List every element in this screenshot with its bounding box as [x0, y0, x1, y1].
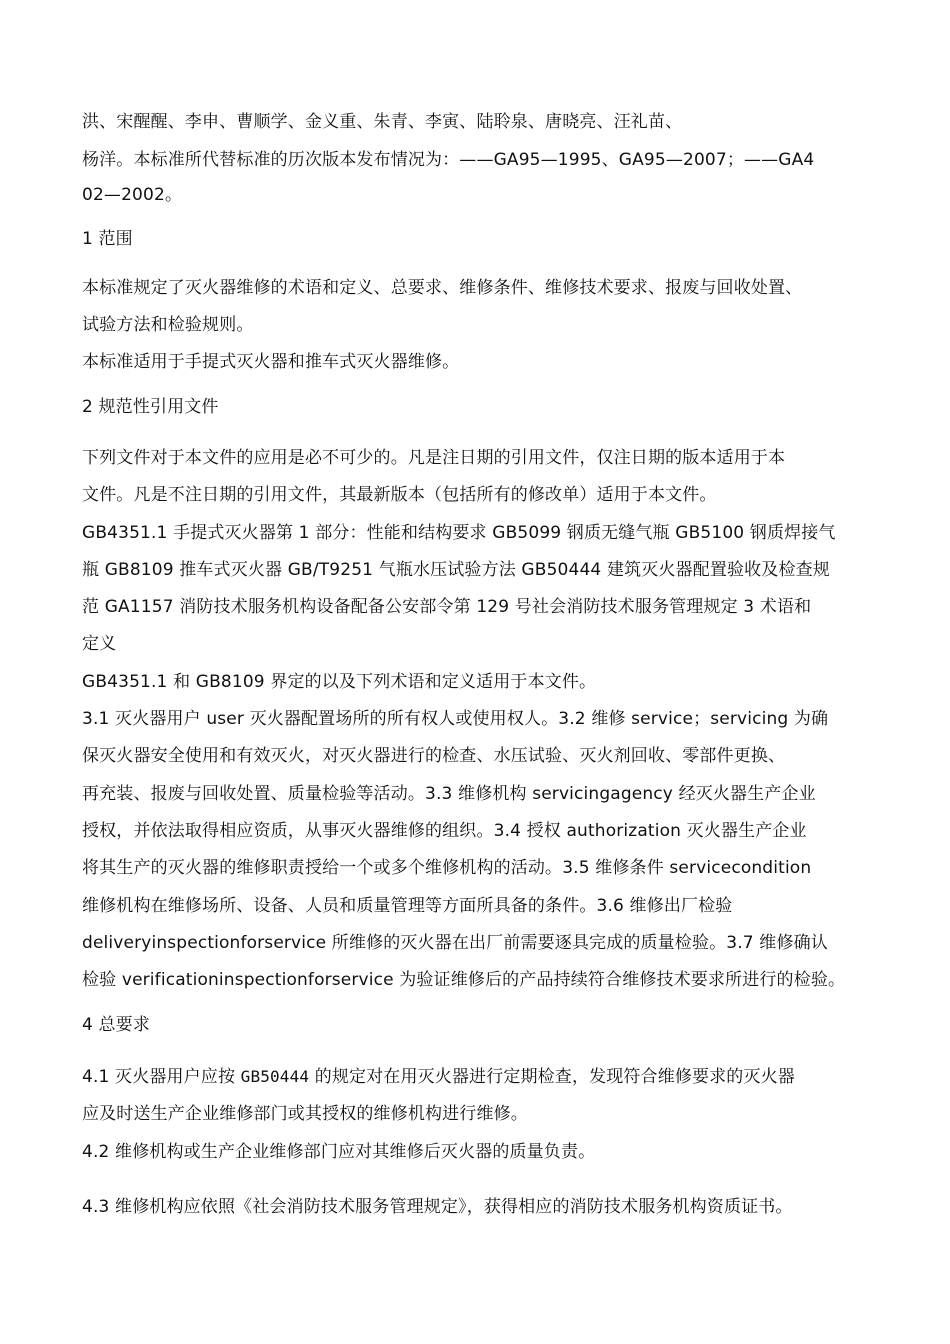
text-line: 再充装、报废与回收处置、质量检验等活动。3.3 维修机构 servicingagency 经灭火器生产企业: [82, 784, 816, 804]
text-line: 下列文件对于本文件的应用是必不可少的。凡是注日期的引用文件，仅注日期的版本适用于本: [82, 448, 786, 468]
clause-suffix: 的规定对在用灭火器进行定期检查，发现符合维修要求的灭火器: [309, 1067, 795, 1087]
standard-code: GB50444: [240, 1067, 310, 1086]
text-line: 维修机构在维修场所、设备、人员和质量管理等方面所具备的条件。3.6 维修出厂检验: [82, 896, 733, 916]
text-line: 3.1 灭火器用户 user 灭火器配置场所的所有权人或使用权人。3.2 维修 service；servicing 为确: [82, 709, 829, 729]
text-line: 瓶 GB8109 推车式灭火器 GB/T9251 气瓶水压试验方法 GB50444 建筑灭火器配置验收及检查规: [82, 560, 830, 580]
text-line: 杨洋。本标准所代替标准的历次版本发布情况为：——GA95—1995、GA95—2007；——GA4: [82, 150, 815, 170]
text-line: 将其生产的灭火器的维修职责授给一个或多个维修机构的活动。3.5 维修条件 servicecondition: [82, 858, 812, 878]
text-line: 应及时送生产企业维修部门或其授权的维修机构进行维修。: [82, 1104, 528, 1124]
text-line: [82, 1066, 795, 1088]
text-line: 02—2002。: [82, 185, 183, 205]
clause-prefix: 4.1 灭火器用户应按: [82, 1067, 241, 1087]
section-heading: 4 总要求: [82, 1015, 150, 1035]
text-line: 本标准规定了灭火器维修的术语和定义、总要求、维修条件、维修技术要求、报废与回收处置、: [82, 278, 803, 298]
text-line: GB4351.1 手提式灭火器第 1 部分：性能和结构要求 GB5099 钢质无缝气瓶 GB5100 钢质焊接气: [82, 523, 836, 543]
text-line: 试验方法和检验规则。: [82, 315, 254, 335]
text-line: GB4351.1 和 GB8109 界定的以及下列术语和定义适用于本文件。: [82, 672, 597, 692]
text-line: 洪、宋醒醒、李申、曹顺学、金义重、朱青、李寅、陆聆泉、唐晓亮、汪礼苗、: [82, 112, 683, 132]
text-line: deliveryinspectionforservice 所维修的灭火器在出厂前需要逐具完成的质量检验。3.7 维修确认: [82, 933, 828, 953]
text-line: 定义: [82, 634, 117, 654]
text-line: 授权，并依法取得相应资质，从事灭火器维修的组织。3.4 授权 authorization 灭火器生产企业: [82, 821, 807, 841]
text-line: 检验 verificationinspectionforservice 为验证维修后的产品持续符合维修技术要求所进行的检验。: [82, 970, 846, 990]
text-line: 4.3 维修机构应依照《社会消防技术服务管理规定》，获得相应的消防技术服务机构资质证书。: [82, 1197, 793, 1217]
text-line: 保灭火器安全使用和有效灭火，对灭火器进行的检查、水压试验、灭火剂回收、零部件更换、: [82, 746, 786, 766]
text-line: 本标准适用于手提式灭火器和推车式灭火器维修。: [82, 352, 460, 372]
section-heading: 2 规范性引用文件: [82, 397, 219, 417]
text-line: 文件。凡是不注日期的引用文件，其最新版本（包括所有的修改单）适用于本文件。: [82, 485, 717, 505]
text-line: 4.2 维修机构或生产企业维修部门应对其维修后灭火器的质量负责。: [82, 1142, 596, 1162]
text-line: 范 GA1157 消防技术服务机构设备配备公安部令第 129 号社会消防技术服务管理规定 3 术语和: [82, 597, 812, 617]
section-heading: 1 范围: [82, 229, 133, 249]
